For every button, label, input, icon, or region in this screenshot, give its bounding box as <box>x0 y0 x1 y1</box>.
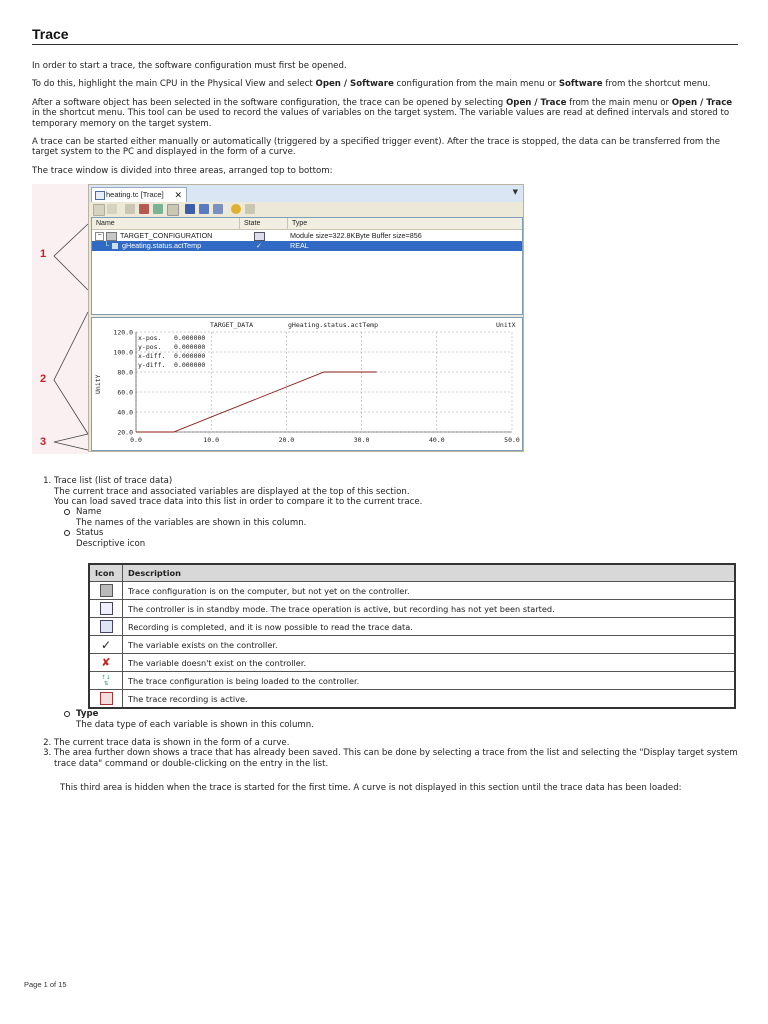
y-tick-label: 100.0 <box>113 348 133 357</box>
list-item: 2. The current trace data is shown in the form of a curve. <box>54 738 738 748</box>
tab-heating-trace[interactable] <box>91 187 187 202</box>
y-tick-label: 40.0 <box>117 408 133 417</box>
toolbar-help-icon[interactable] <box>245 204 255 214</box>
intro-paragraph: In order to start a trace, the software configuration must first be opened. <box>32 61 347 71</box>
tree-branch-icon: └ <box>104 241 110 251</box>
pc-config-icon <box>100 584 113 597</box>
table-cell-description: Trace configuration is on the computer, but not yet on the controller. <box>123 582 736 600</box>
type-column-list <box>54 709 738 730</box>
column-state[interactable]: State <box>240 218 288 229</box>
row-name: gHeating.status.actTemp <box>122 241 202 251</box>
trace-list <box>91 217 523 315</box>
list-item: Name The names of the variables are shown in this column. <box>76 507 738 528</box>
trace-window <box>88 184 524 452</box>
controller-standby-icon <box>254 232 265 241</box>
toolbar-load-icon[interactable] <box>125 204 135 214</box>
readout-value: 0.000000 <box>174 334 206 343</box>
toolbar-view-icon[interactable] <box>213 204 223 214</box>
trace-start-paragraph: A trace can be started either manually or automatically (triggered by a specified trigger event). After the trace is stopped, the data can be transferred from the target system to the PC and displayed in the form of a curve. <box>32 137 721 158</box>
readout-value: 0.000000 <box>174 361 206 370</box>
recording-complete-icon <box>100 620 113 633</box>
readout-label: x-diff. <box>138 352 166 361</box>
tab-label: heating.tc [Trace] <box>106 190 164 200</box>
tab-bar <box>89 185 523 203</box>
list-item: Status Descriptive icon <box>76 528 738 549</box>
list-item: 3. The area further down shows a trace that has already been saved. This can be done by selecting a trace from the list and selecting the "Display target system trace data" command or double-clicking on the entry in the list. <box>54 748 738 769</box>
item-title: Trace list (list of trace data) <box>54 476 173 487</box>
y-tick-label: 60.0 <box>117 388 133 397</box>
expand-toggle-icon[interactable]: − <box>95 232 104 241</box>
callout-3: 3 <box>40 436 47 449</box>
open-software-paragraph: To do this, highlight the main CPU in the Physical View and select Open / Software configuration from the main menu or Software from the shortcut menu. <box>32 79 711 90</box>
controller-standby-icon <box>100 602 113 615</box>
series-line <box>136 372 377 432</box>
recording-active-icon <box>100 692 113 705</box>
y-tick-label: 80.0 <box>117 368 133 377</box>
x-tick-label: 0.0 <box>130 436 142 445</box>
table-cell-description: The variable exists on the controller. <box>123 636 736 654</box>
table-row <box>89 618 735 636</box>
x-tick-label: 50.0 <box>504 436 520 445</box>
column-name[interactable]: Name <box>92 218 240 229</box>
y-tick-label: 20.0 <box>117 428 133 437</box>
trace-list-row[interactable] <box>92 231 522 241</box>
callout-1: 1 <box>40 248 47 261</box>
callout-brackets <box>32 184 92 454</box>
readout-label: x-pos. <box>138 334 162 343</box>
row-type: Module size=322.8KByte Buffer size=856 <box>290 231 422 241</box>
chart-header-left: TARGET_DATA <box>210 321 254 330</box>
variable-icon <box>112 243 118 249</box>
open-trace-paragraph: After a software object has been selected in the software configuration, the trace can be opened by selecting Open / Trace from the main menu or Open / Trace in the shortcut menu. This tool can be used to record the values of variables on the target system. The variable values are read at defined intervals and stored to temporary memory on the target system. <box>32 97 733 129</box>
y-axis-unit-label: UnitY <box>94 374 102 395</box>
chevron-down-icon[interactable]: ▼ <box>512 188 518 197</box>
trace-areas-list-continued <box>32 738 738 769</box>
readout-label: y-diff. <box>138 361 166 370</box>
trace-window-paragraph: The trace window is divided into three areas, arranged top to bottom: <box>32 165 333 176</box>
config-icon <box>106 232 117 241</box>
page-number: Page 1 of 15 <box>24 980 67 989</box>
missing-variable-icon: ✘ <box>89 654 123 672</box>
table-row <box>89 654 735 672</box>
item-line: The current trace and associated variables are displayed at the top of this section. <box>54 486 410 497</box>
row-name: TARGET_CONFIGURATION <box>120 231 213 241</box>
column-type[interactable]: Type <box>292 220 308 228</box>
page-title: Trace <box>32 26 738 45</box>
trace-areas-list <box>32 476 738 549</box>
table-row <box>89 690 735 709</box>
trace-file-icon <box>95 191 105 200</box>
toolbar-new-icon[interactable] <box>93 204 105 216</box>
table-cell-description: Recording is completed, and it is now possible to read the trace data. <box>123 618 736 636</box>
readout-value: 0.000000 <box>174 352 206 361</box>
trace-list-header <box>92 218 522 230</box>
check-icon: ✓ <box>256 241 263 251</box>
loading-config-icon: ↑↓ ⇅ <box>89 672 123 690</box>
toolbar-window-icon[interactable] <box>185 204 195 214</box>
x-tick-label: 40.0 <box>428 436 445 445</box>
y-tick-label: 120.0 <box>113 328 133 337</box>
table-row <box>89 600 735 618</box>
x-tick-label: 10.0 <box>203 436 220 445</box>
chart-header-variable: gHeating.status.actTemp <box>288 321 379 330</box>
toolbar-settings-icon[interactable] <box>231 204 241 214</box>
document-page <box>32 26 738 794</box>
table-header-description: Description <box>123 564 736 582</box>
trace-chart <box>92 318 522 450</box>
table-row <box>89 636 735 654</box>
toolbar-chart-icon[interactable] <box>167 204 179 216</box>
toolbar-edit-icon[interactable] <box>107 204 117 214</box>
table-cell-description: The trace recording is active. <box>123 690 736 709</box>
trace-list-row-selected[interactable] <box>92 241 522 251</box>
table-cell-description: The trace configuration is being loaded to the controller. <box>123 672 736 690</box>
callout-2: 2 <box>40 373 47 386</box>
list-item: Type The data type of each variable is shown in this column. <box>76 709 738 730</box>
toolbar-transfer-icon[interactable] <box>199 204 209 214</box>
column-list <box>54 507 738 549</box>
readout-label: y-pos. <box>138 343 162 352</box>
trace-chart-area <box>91 317 523 451</box>
readout-value: 0.000000 <box>174 343 206 352</box>
row-type: REAL <box>290 241 309 251</box>
x-tick-label: 30.0 <box>353 436 370 445</box>
item-line: You can load saved trace data into this list in order to compare it to the current trace. <box>54 497 423 508</box>
list-item <box>54 476 738 549</box>
trace-window-figure <box>32 184 524 454</box>
x-axis-unit-label: UnitX <box>496 321 516 330</box>
x-tick-label: 20.0 <box>278 436 295 445</box>
status-icon-table <box>88 563 736 709</box>
table-header-icon: Icon <box>89 564 123 582</box>
table-cell-description: The controller is in standby mode. The trace operation is active, but recording has not yet been started. <box>123 600 736 618</box>
check-icon: ✓ <box>89 636 123 654</box>
close-icon[interactable]: ✕ <box>174 190 182 201</box>
table-row <box>89 672 735 690</box>
trace-toolbar <box>89 202 523 217</box>
table-row <box>89 582 735 600</box>
table-cell-description: The variable doesn't exist on the controller. <box>123 654 736 672</box>
third-area-note: This third area is hidden when the trace is started for the first time. A curve is not displayed in this section until the trace data has been loaded: <box>60 783 682 794</box>
toolbar-stop-icon[interactable] <box>139 204 149 214</box>
toolbar-upload-icon[interactable] <box>153 204 163 214</box>
